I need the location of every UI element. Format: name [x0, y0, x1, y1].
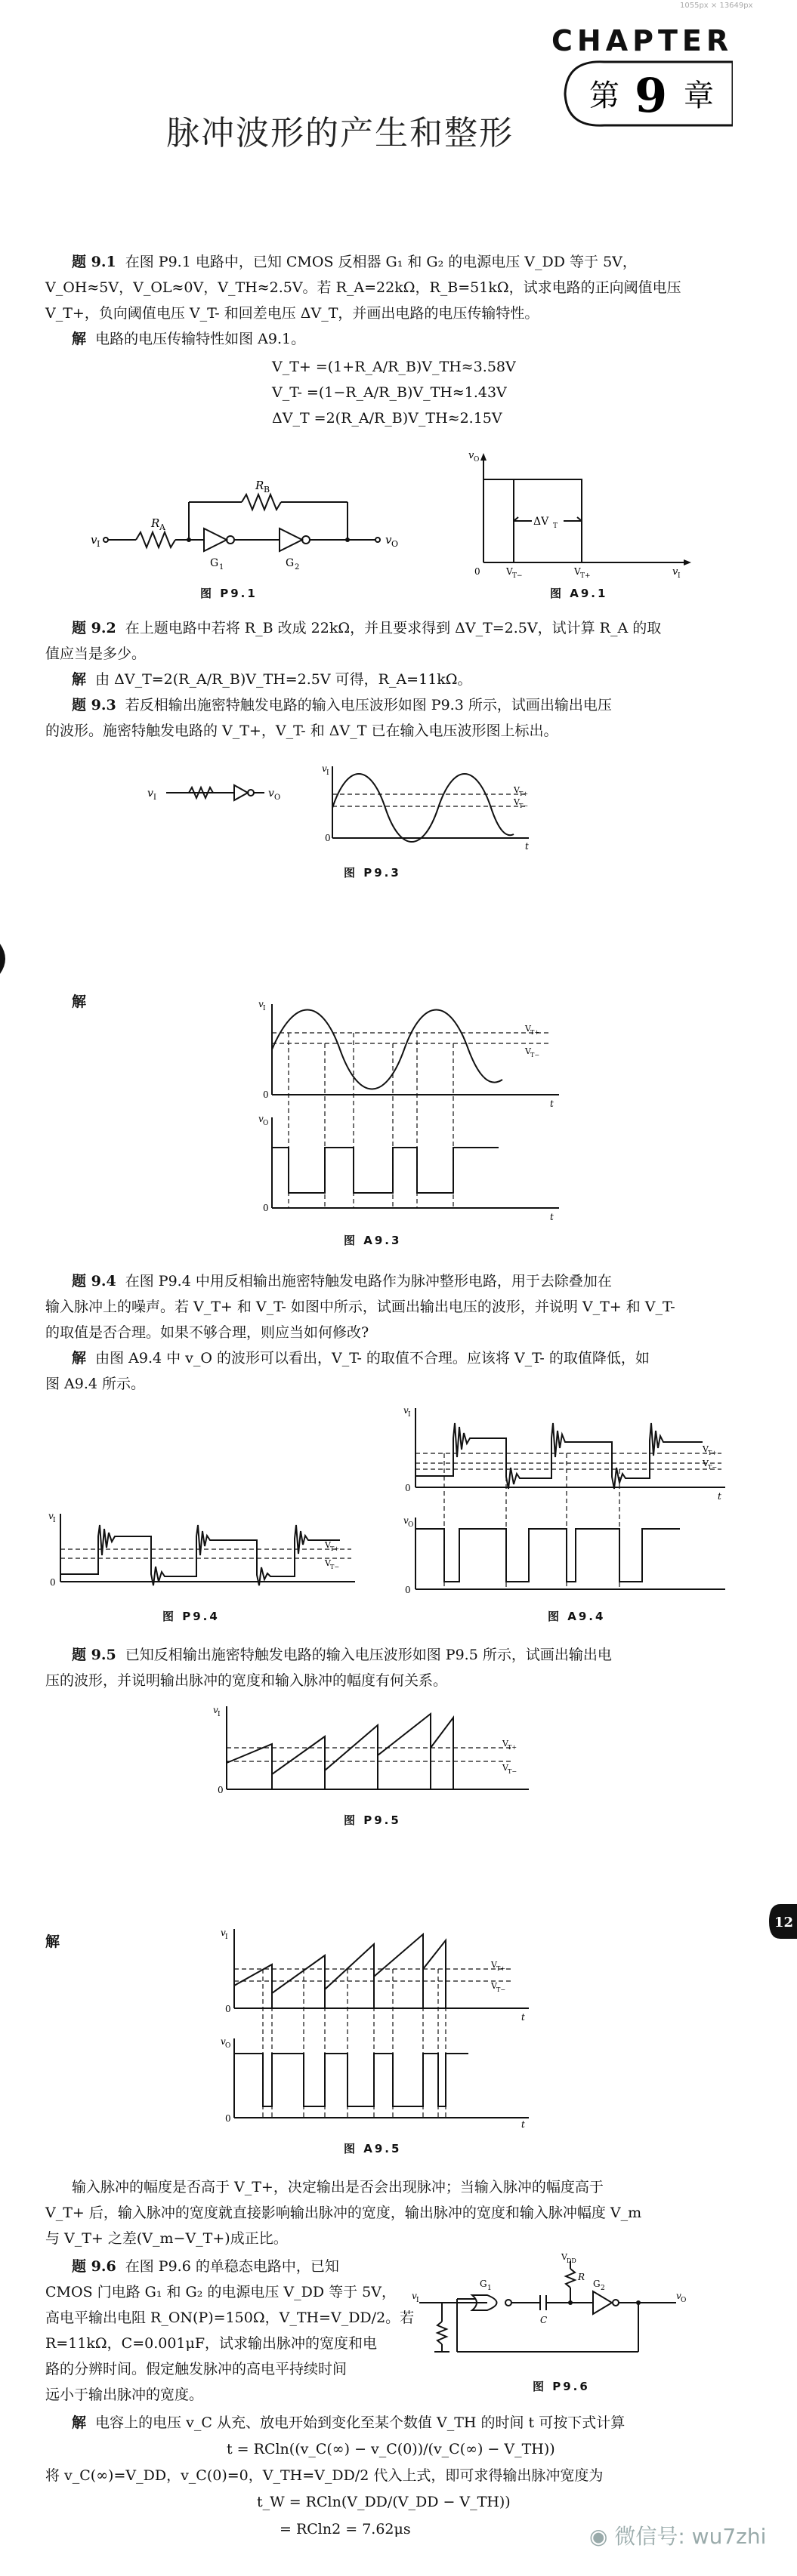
svg-text:I: I	[218, 1711, 221, 1718]
svg-text:v: v	[268, 787, 274, 800]
chapter-label-pre: 第	[589, 79, 619, 113]
figure-caption-a9-5: 图 A9.5	[344, 2142, 402, 2155]
svg-text:T−: T−	[512, 572, 523, 578]
svg-text:O: O	[681, 2297, 687, 2304]
problem-9-4-line2: 输入脉冲上的噪声。若 V_T+ 和 V_T- 如图中所示，试画出输出电压的波形，并说明 V_T+ 和 V_T-	[45, 1299, 675, 1315]
svg-text:DD: DD	[567, 2257, 576, 2264]
svg-text:v: v	[147, 787, 153, 800]
svg-text:T+: T+	[496, 1965, 506, 1972]
problem-9-3	[72, 692, 721, 718]
figure-caption-p9-4: 图 P9.4	[162, 1610, 220, 1623]
problem-9-6-line5: 路的分辨时间。假定触发脉冲的高电平持续时间	[45, 2361, 348, 2377]
svg-text:0: 0	[225, 2113, 231, 2124]
watermark-text: 微信号: wu7zhi	[614, 2524, 767, 2549]
image-size-note: 1055px × 13649px	[680, 2, 753, 10]
svg-text:v: v	[48, 1511, 54, 1521]
solution-9-5-line2: V_T+ 后，输入脉冲的宽度就直接影响输出脉冲的宽度，输出脉冲的宽度和输入脉冲幅度 V_m	[45, 2205, 642, 2221]
svg-text:t: t	[521, 2012, 525, 2023]
figure-caption-a9-4: 图 A9.4	[548, 1610, 606, 1623]
svg-text:v: v	[412, 2291, 417, 2301]
svg-text:O: O	[225, 2042, 231, 2050]
svg-text:G: G	[480, 2279, 487, 2289]
svg-text:I: I	[408, 1411, 411, 1419]
svg-text:V: V	[491, 1960, 497, 1970]
figure-caption-p9-5: 图 P9.5	[344, 1813, 401, 1827]
figure-a9-4	[400, 1404, 733, 1597]
problem-9-2-line2: 值应当是多少。	[45, 646, 147, 662]
problem-label: 题 9.4	[72, 1273, 116, 1290]
svg-text:G: G	[593, 2279, 601, 2289]
svg-text:T+: T+	[519, 790, 529, 797]
problem-9-6-line2: CMOS 门电路 G₁ 和 G₂ 的电源电压 V_DD 等于 5V，	[45, 2284, 396, 2300]
wechat-icon: ◉	[589, 2524, 608, 2549]
svg-text:2: 2	[601, 2285, 605, 2292]
svg-text:1: 1	[219, 563, 224, 572]
svg-text:v: v	[221, 1927, 226, 1938]
svg-text:0: 0	[263, 1203, 269, 1213]
svg-text:T+: T+	[530, 1029, 540, 1036]
problem-label: 题 9.1	[72, 254, 116, 270]
svg-text:0: 0	[405, 1483, 411, 1493]
svg-text:O: O	[263, 1120, 269, 1127]
problem-text: 已知反相输出施密特触发电路的输入电压波形如图 P9.5 所示，试画出输出电	[125, 1647, 612, 1663]
svg-text:v: v	[403, 1405, 409, 1416]
svg-text:G: G	[210, 557, 219, 569]
svg-text:t: t	[718, 1491, 721, 1502]
solution-9-4-line2: 图 A9.4 所示。	[45, 1376, 146, 1392]
svg-text:T−: T−	[330, 1564, 340, 1570]
svg-text:O: O	[391, 539, 399, 549]
figure-p9-4	[45, 1510, 363, 1593]
svg-text:2: 2	[295, 563, 300, 572]
solution-label: 解	[45, 1934, 60, 1950]
solution-9-4	[72, 1345, 721, 1371]
svg-text:T: T	[553, 522, 558, 530]
chapter-badge	[559, 56, 733, 131]
problem-text: 若反相输出施密特触发电路的输入电压波形如图 P9.3 所示，试画出输出电压	[125, 697, 612, 713]
chapter-number: 9	[635, 68, 668, 123]
figure-caption-a9-3: 图 A9.3	[344, 1234, 402, 1247]
svg-text:V: V	[561, 2254, 567, 2262]
solution-9-1	[72, 326, 721, 352]
svg-text:v: v	[676, 2291, 681, 2301]
solution-9-5-line3: 与 V_T+ 之差(V_m−V_T+)成正比。	[45, 2230, 288, 2247]
svg-text:I: I	[326, 769, 329, 777]
svg-text:0: 0	[218, 1785, 224, 1795]
svg-text:T+: T+	[330, 1545, 340, 1552]
figure-caption-p9-1: 图 P9.1	[200, 587, 258, 600]
page-number-tab	[769, 1904, 797, 1939]
svg-text:v: v	[213, 1705, 218, 1715]
watermark	[589, 2520, 766, 2550]
problem-label: 题 9.2	[72, 620, 116, 636]
chapter-word: CHAPTER	[551, 24, 734, 57]
svg-text:G: G	[286, 557, 295, 569]
svg-text:V: V	[525, 1024, 531, 1034]
problem-label: 题 9.5	[72, 1647, 116, 1663]
binding-mark	[0, 944, 11, 974]
svg-text:ΔV: ΔV	[533, 516, 549, 528]
problem-text: 在图 P9.6 的单稳态电路中，已知	[125, 2258, 339, 2275]
svg-text:t: t	[550, 1098, 554, 1109]
problem-9-6-line4: R=11kΩ，C=0.001μF，试求输出脉冲的宽度和电	[45, 2335, 378, 2352]
svg-text:V: V	[502, 1763, 508, 1773]
svg-text:V: V	[325, 1558, 331, 1568]
solution-9-6-line2: 将 v_C(∞)=V_DD，v_C(0)=0，V_TH=V_DD/2 代入上式，即可求得输出脉冲宽度为	[45, 2467, 604, 2484]
problem-9-5	[72, 1642, 721, 1668]
problem-9-1-line2: V_OH≈5V，V_OL≈0V，V_TH≈2.5V。若 R_A=22kΩ，R_B=51kΩ，试求电路的正向阈值电压	[45, 279, 681, 296]
problem-9-5-line2: 压的波形，并说明输出脉冲的宽度和输入脉冲的幅度有何关系。	[45, 1672, 448, 1689]
svg-text:T+: T+	[580, 572, 591, 578]
svg-text:I: I	[153, 793, 156, 802]
svg-text:I: I	[678, 572, 681, 578]
svg-text:I: I	[225, 1934, 228, 1941]
page-title: 脉冲波形的产生和整形	[166, 114, 514, 153]
svg-text:t: t	[525, 841, 529, 852]
svg-text:t: t	[550, 1212, 554, 1222]
solution-9-2	[72, 667, 721, 692]
svg-text:V: V	[525, 1046, 531, 1056]
svg-text:B: B	[264, 485, 270, 495]
svg-text:t: t	[521, 2119, 525, 2129]
problem-9-6-line3: 高电平输出电阻 R_ON(P)=150Ω，V_TH=V_DD/2。若	[45, 2309, 415, 2326]
svg-text:V: V	[506, 566, 513, 577]
solution-text: 电路的电压传输特性如图 A9.1。	[95, 331, 306, 347]
svg-text:v: v	[385, 533, 392, 547]
svg-text:0: 0	[225, 2004, 231, 2014]
problem-9-2	[72, 615, 721, 641]
page-number: 12	[774, 1915, 794, 1930]
svg-text:V: V	[502, 1739, 508, 1749]
equation-vt-minus: V_T- =(1−R_A/R_B)V_TH≈1.43V	[272, 384, 507, 401]
svg-text:v: v	[322, 763, 327, 774]
svg-text:V: V	[514, 785, 520, 795]
svg-text:0: 0	[263, 1089, 269, 1100]
equation-pulse-width-result: = RCln2 = 7.62μs	[280, 2521, 411, 2537]
figure-p9-1	[91, 468, 423, 574]
problem-text: 在图 P9.1 电路中，已知 CMOS 反相器 G₁ 和 G₂ 的电源电压 V_DD 等于 5V，	[125, 254, 637, 270]
figure-p9-3	[144, 763, 536, 853]
svg-text:T−: T−	[530, 1052, 540, 1058]
problem-label: 题 9.3	[72, 697, 116, 713]
svg-text:0: 0	[325, 833, 331, 843]
figure-caption-a9-1: 图 A9.1	[550, 587, 608, 600]
svg-text:v: v	[672, 566, 678, 578]
svg-text:R: R	[578, 2272, 585, 2282]
problem-9-4	[72, 1268, 721, 1294]
svg-text:V: V	[491, 1981, 497, 1991]
svg-text:v: v	[258, 1114, 264, 1124]
solution-label: 解	[72, 671, 87, 688]
figure-caption-p9-3: 图 P9.3	[344, 866, 401, 880]
svg-text:v: v	[91, 533, 97, 547]
svg-text:T−: T−	[496, 1986, 506, 1993]
svg-text:T+: T+	[508, 1744, 517, 1751]
svg-text:v: v	[258, 999, 264, 1009]
svg-text:A: A	[159, 522, 165, 532]
figure-p9-6	[412, 2254, 699, 2367]
problem-9-1-line3: V_T+，负向阈值电压 V_T- 和回差电压 ΔV_T，并画出电路的电压传输特性。	[45, 305, 539, 322]
solution-label: 解	[72, 1350, 87, 1367]
svg-text:O: O	[408, 1521, 414, 1529]
svg-text:T−: T−	[508, 1768, 517, 1775]
problem-label: 题 9.6	[72, 2258, 116, 2275]
svg-text:T−: T−	[519, 803, 529, 809]
svg-text:I: I	[97, 539, 100, 549]
equation-charge-time: t = RCln((v_C(∞) − v_C(0))/(v_C(∞) − V_TH))	[227, 2441, 555, 2457]
figure-p9-5	[204, 1702, 536, 1801]
svg-text:V: V	[703, 1459, 709, 1468]
equation-delta-vt: ΔV_T =2(R_A/R_B)V_TH≈2.15V	[272, 410, 502, 427]
svg-text:0: 0	[474, 566, 480, 577]
solution-text: 由 ΔV_T=2(R_A/R_B)V_TH=2.5V 可得，R_A=11kΩ。	[95, 671, 472, 688]
problem-text: 在图 P9.4 中用反相输出施密特触发电路作为脉冲整形电路，用于去除叠加在	[125, 1273, 612, 1290]
svg-text:0: 0	[50, 1577, 56, 1588]
svg-text:V: V	[325, 1540, 331, 1550]
svg-text:O: O	[274, 793, 281, 802]
figure-a9-5	[212, 1925, 536, 2129]
svg-text:v: v	[403, 1515, 409, 1526]
svg-text:T+: T+	[708, 1450, 718, 1456]
solution-text: 电容上的电压 v_C 从充、放电开始到变化至某个数值 V_TH 的时间 t 可按下式计算	[95, 2414, 626, 2431]
svg-text:1: 1	[487, 2285, 492, 2292]
svg-text:V: V	[574, 566, 581, 577]
figure-a9-1	[468, 449, 695, 578]
problem-9-3-line2: 的波形。施密特触发电路的 V_T+，V_T- 和 ΔV_T 已在输入电压波形图上标出。	[45, 723, 558, 739]
figure-a9-3	[249, 997, 567, 1223]
figure-caption-p9-6: 图 P9.6	[533, 2380, 590, 2393]
problem-text: 在上题电路中若将 R_B 改成 22kΩ，并且要求得到 ΔV_T=2.5V，试计算 R_A 的取	[125, 620, 662, 636]
solution-9-6	[72, 2410, 752, 2436]
solution-label: 解	[72, 2414, 87, 2431]
svg-text:I: I	[53, 1517, 56, 1524]
svg-text:I: I	[263, 1005, 266, 1012]
chapter-label-post: 章	[684, 79, 714, 113]
equation-vt-plus: V_T+ =(1+R_A/R_B)V_TH≈3.58V	[272, 359, 516, 375]
svg-text:R: R	[151, 516, 160, 530]
solution-label: 解	[72, 994, 87, 1010]
svg-text:v: v	[221, 2036, 226, 2047]
svg-text:v: v	[468, 450, 474, 461]
svg-text:R: R	[255, 479, 264, 492]
equation-pulse-width: t_W = RCln(V_DD/(V_DD − V_TH))	[257, 2494, 511, 2510]
svg-text:O: O	[474, 456, 480, 464]
svg-text:T−: T−	[708, 1464, 718, 1471]
svg-text:C: C	[540, 2315, 548, 2325]
problem-9-1	[72, 249, 721, 275]
problem-9-6-line6: 远小于输出脉冲的宽度。	[45, 2386, 204, 2403]
svg-text:0: 0	[405, 1585, 411, 1595]
svg-text:V: V	[703, 1444, 709, 1454]
solution-9-5-line1: 输入脉冲的幅度是否高于 V_T+，决定输出是否会出现脉冲；当输入脉冲的幅度高于	[72, 2179, 604, 2195]
solution-label: 解	[72, 331, 87, 347]
svg-text:V: V	[514, 797, 520, 807]
svg-text:I: I	[416, 2297, 419, 2304]
problem-9-4-line3: 的取值是否合理。如果不够合理，则应当如何修改?	[45, 1324, 369, 1341]
solution-text: 由图 A9.4 中 v_O 的波形可以看出，V_T- 的取值不合理。应该将 V_T- 的取值降低，如	[95, 1350, 650, 1367]
